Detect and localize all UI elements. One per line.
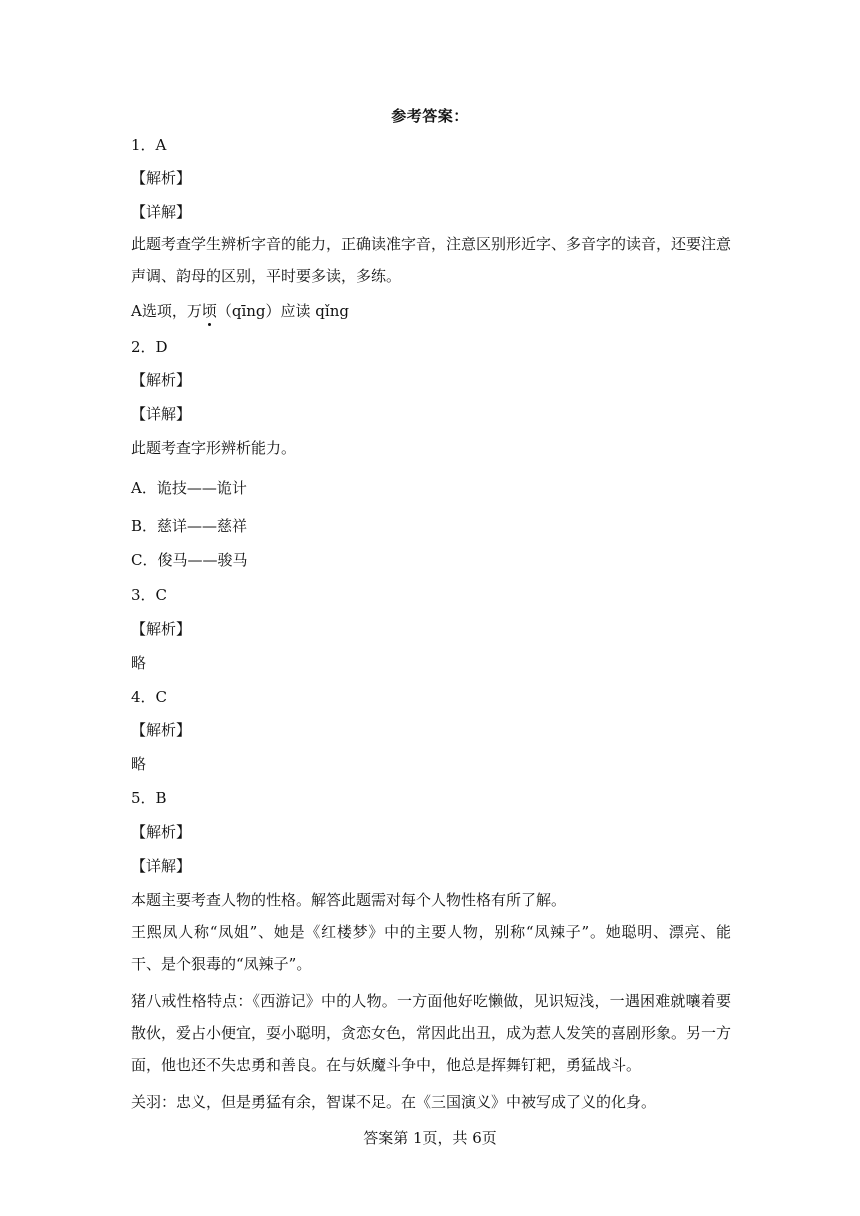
q5-answer: 5．B <box>131 789 167 807</box>
q3-note: 略 <box>131 654 147 672</box>
q2-option-c: C．俊马——骏马 <box>131 551 248 569</box>
q1-dotted-char: 顷 <box>201 302 217 320</box>
q2-option-a: A．诡技——诡计 <box>131 479 247 497</box>
page-title: 参考答案： <box>391 107 469 125</box>
q3-jiexi-label: 【解析】 <box>131 620 192 638</box>
q1-explanation: 此题考查学生辨析字音的能力，正确读准字音，注意区别形近字、多音字的读音，还要注意声调、韵母的区别，平时要多读，多练。 <box>131 235 732 285</box>
q1-xiangjie-label: 【详解】 <box>131 203 192 221</box>
q5-jiexi-label: 【解析】 <box>131 823 192 841</box>
q2-answer: 2．D <box>131 338 168 356</box>
q5-wangxifeng: 王熙凤人称“凤姐”、她是《红楼梦》中的主要人物，别称“凤辣子”。她聪明、漂亮、能干、是个狠毒的“凤辣子”。 <box>131 923 731 973</box>
q1-option-a <box>131 301 349 321</box>
q5-guanyu: 关羽：忠义，但是勇猛有余，智谋不足。在《三国演义》中被写成了义的化身。 <box>131 1093 657 1111</box>
q5-zhubajie: 猪八戒性格特点：《西游记》中的人物。一方面他好吃懒做，见识短浅，一遇困难就嚷着要散伙，爱占小便宜，耍小聪明，贪恋女色，常因此出丑，成为惹人发笑的喜剧形象。另一方面，他也还不失忠勇和善良。在与妖魔斗争中，他总是挥舞钉耙，勇猛战斗。 <box>131 992 732 1074</box>
q2-option-b: B．慈详——慈祥 <box>131 517 248 535</box>
q5-intro: 本题主要考查人物的性格。解答此题需对每个人物性格有所了解。 <box>131 891 567 909</box>
q2-explanation: 此题考查字形辨析能力。 <box>131 439 297 457</box>
q1-option-a-suffix: （qīng）应读 qǐng <box>216 302 349 320</box>
q5-xiangjie-label: 【详解】 <box>131 857 192 875</box>
q4-answer: 4．C <box>131 688 168 706</box>
q1-option-a-prefix: A选项，万 <box>131 302 202 320</box>
q2-jiexi-label: 【解析】 <box>131 371 192 389</box>
q2-xiangjie-label: 【详解】 <box>131 405 192 423</box>
q3-answer: 3．C <box>131 586 168 604</box>
q1-answer: 1．A <box>131 136 167 154</box>
q4-jiexi-label: 【解析】 <box>131 721 192 739</box>
q4-note: 略 <box>131 755 147 773</box>
q1-jiexi-label: 【解析】 <box>131 169 192 187</box>
page-footer: 答案第 1页，共 6页 <box>363 1129 497 1147</box>
